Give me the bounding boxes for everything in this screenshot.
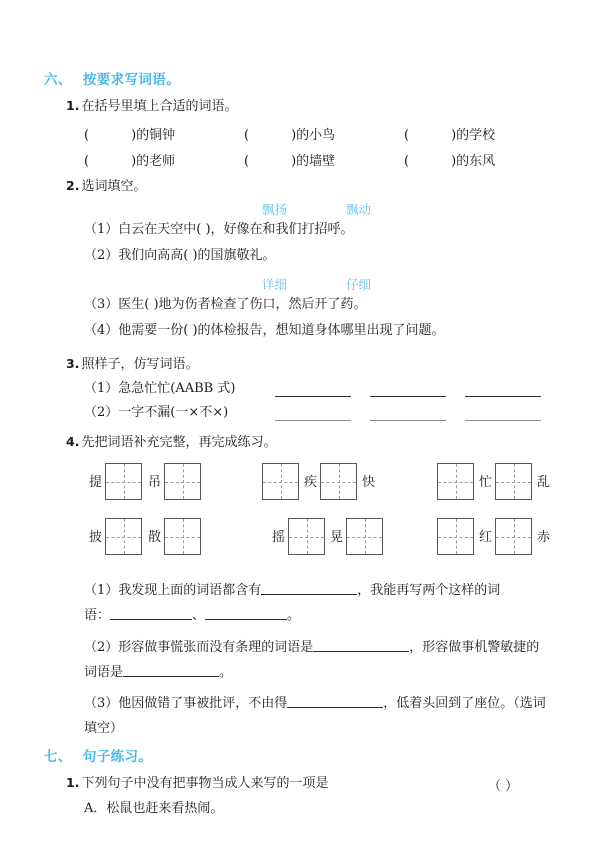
q2-item-4[interactable]: （4）他需要一份( )的体检报告，想知道身体哪里出现了问题。 [84, 323, 445, 338]
q4-sub2-line1 [84, 636, 539, 655]
paren-blank[interactable]: ( ) [244, 154, 297, 169]
q3-answer-slot[interactable] [465, 396, 541, 397]
paren-blank[interactable]: ( ) [404, 128, 457, 143]
q1-item[interactable] [404, 124, 564, 143]
q3-answer-slot[interactable] [465, 420, 541, 421]
section-seven-title: 句子练习。 [82, 749, 153, 765]
question-3 [66, 356, 198, 373]
q4-sub2-period: 。 [219, 665, 233, 680]
character-grid-box[interactable] [105, 463, 142, 500]
q1-blank-row-2 [84, 150, 564, 169]
s7-option-a[interactable]: A．松鼠也赶来看热闹。 [84, 801, 224, 816]
question-1-prompt: 在括号里填上合适的词语。 [81, 99, 238, 114]
grid-char: 疾 [304, 475, 318, 490]
section-six-number: 六、 [44, 72, 72, 88]
question-4 [66, 434, 276, 451]
q4-sub3-line2: 填空） [84, 721, 124, 736]
q4-sub1-text-b: ，我能再写两个这样的词 [357, 583, 501, 598]
grid-char: 吊 [148, 475, 162, 490]
q4-sub2-blank[interactable] [123, 664, 219, 677]
q4-sub2-text-a: （2）形容做事慌张而没有条理的词语是 [84, 640, 314, 655]
grid-char: 乱 [537, 475, 551, 490]
q1-word: 的东风 [456, 154, 496, 169]
grid-char: 摇 [272, 530, 286, 545]
q1-item[interactable] [244, 124, 404, 143]
q4-sub3-text-a: （3）他因做错了事被批评，不由得 [84, 696, 288, 711]
q1-item[interactable] [404, 150, 564, 169]
grid-char: 散 [148, 530, 162, 545]
q1-item[interactable] [84, 124, 244, 143]
q4-sub1-period: 。 [287, 608, 301, 623]
grid-char: 晃 [330, 530, 344, 545]
section-six-title: 按要求写词语。 [82, 72, 181, 88]
character-grid-box[interactable] [437, 518, 474, 555]
question-1 [66, 98, 237, 115]
q1-item[interactable] [84, 150, 244, 169]
q4-sub1-blank[interactable] [110, 607, 192, 620]
q1-word: 的铜钟 [136, 128, 176, 143]
question-4-number: 4. [66, 434, 80, 449]
question-2 [66, 178, 146, 195]
q4-sub1-sep: 、 [192, 608, 206, 623]
word-bank-option[interactable]: 详细 [262, 277, 288, 292]
q4-sub1-text-c: 语： [84, 608, 111, 623]
q1-item[interactable] [244, 150, 404, 169]
s7-question-1-prompt: 下列句子中没有把事物当成人来写的一项是 [81, 776, 329, 791]
section-heading-six [44, 68, 180, 88]
grid-char: 披 [89, 530, 103, 545]
q3-answer-slot[interactable] [275, 396, 351, 397]
character-grid-box[interactable] [105, 518, 142, 555]
q1-word: 的小鸟 [296, 128, 336, 143]
q2-item-2[interactable]: （2）我们向高高( )的国旗敬礼。 [84, 248, 276, 263]
word-bank-option[interactable]: 飘扬 [262, 202, 288, 217]
q1-blank-row-1 [84, 124, 564, 143]
q4-sub2-text-c: 词语是 [84, 665, 124, 680]
character-grid-box[interactable] [346, 518, 383, 555]
grid-char: 忙 [479, 475, 493, 490]
grid-char: 快 [362, 475, 376, 490]
q4-sub2-text-b: ，形容做事机警敏捷的 [409, 640, 540, 655]
q4-sub1-blank[interactable] [261, 582, 357, 595]
q4-sub1-line1 [84, 579, 500, 598]
grid-char: 赤 [537, 530, 551, 545]
q1-word: 的老师 [136, 154, 176, 169]
question-2-number: 2. [66, 178, 80, 193]
character-grid-box[interactable] [288, 518, 325, 555]
q2-item-1[interactable]: （1）白云在天空中( )，好像在和我们打招呼。 [84, 222, 354, 237]
word-bank-option[interactable]: 飘动 [346, 202, 372, 217]
q3-answer-slot[interactable] [275, 420, 351, 421]
q4-sub3-blank[interactable] [287, 695, 383, 708]
grid-char: 红 [479, 530, 493, 545]
paren-blank[interactable]: ( ) [404, 154, 457, 169]
word-bank-option[interactable]: 仔细 [346, 277, 372, 292]
character-grid-box[interactable] [262, 463, 299, 500]
q4-sub1-line2 [84, 604, 300, 623]
s7-answer-paren[interactable]: （ ） [488, 779, 519, 794]
character-grid-box[interactable] [164, 518, 201, 555]
question-2-prompt: 选词填空。 [81, 179, 147, 194]
section-seven-number: 七、 [44, 749, 72, 765]
paren-blank[interactable]: ( ) [84, 128, 137, 143]
character-grid-box[interactable] [437, 463, 474, 500]
q3-answer-slot[interactable] [370, 396, 446, 397]
q1-word: 的墙壁 [296, 154, 336, 169]
s7-question-1-number: 1. [66, 775, 80, 790]
q4-sub2-blank[interactable] [313, 639, 409, 652]
character-grid-box[interactable] [320, 463, 357, 500]
character-grid-box[interactable] [495, 463, 532, 500]
q3-item-1-label: （1）急急忙忙(AABB 式) [84, 381, 236, 396]
character-grid-box[interactable] [495, 518, 532, 555]
paren-blank[interactable]: ( ) [84, 154, 137, 169]
q4-sub3-text-b: ，低着头回到了座位。（选词 [383, 696, 546, 711]
question-3-prompt: 照样子，仿写词语。 [81, 357, 199, 372]
section-heading-seven [44, 745, 152, 765]
q3-answer-slot[interactable] [370, 420, 446, 421]
word-bank-b [262, 275, 430, 293]
q4-sub1-text-a: （1）我发现上面的词语都含有 [84, 583, 262, 598]
paren-blank[interactable]: ( ) [244, 128, 297, 143]
question-4-prompt: 先把词语补充完整，再完成练习。 [81, 435, 277, 450]
word-bank-a [262, 200, 430, 218]
grid-char: 提 [89, 475, 103, 490]
character-grid-box[interactable] [164, 463, 201, 500]
q4-sub3-line1 [84, 692, 546, 711]
q1-word: 的学校 [456, 128, 496, 143]
q4-sub1-blank[interactable] [205, 607, 287, 620]
q2-item-3[interactable]: （3）医生( )地为伤者检查了伤口，然后开了药。 [84, 297, 367, 312]
question-3-number: 3. [66, 356, 80, 371]
q4-sub2-line2 [84, 661, 232, 680]
question-1-number: 1. [66, 98, 80, 113]
q3-item-2-label: （2）一字不漏(一×不×) [84, 405, 229, 420]
section-seven-question-1 [66, 775, 328, 792]
